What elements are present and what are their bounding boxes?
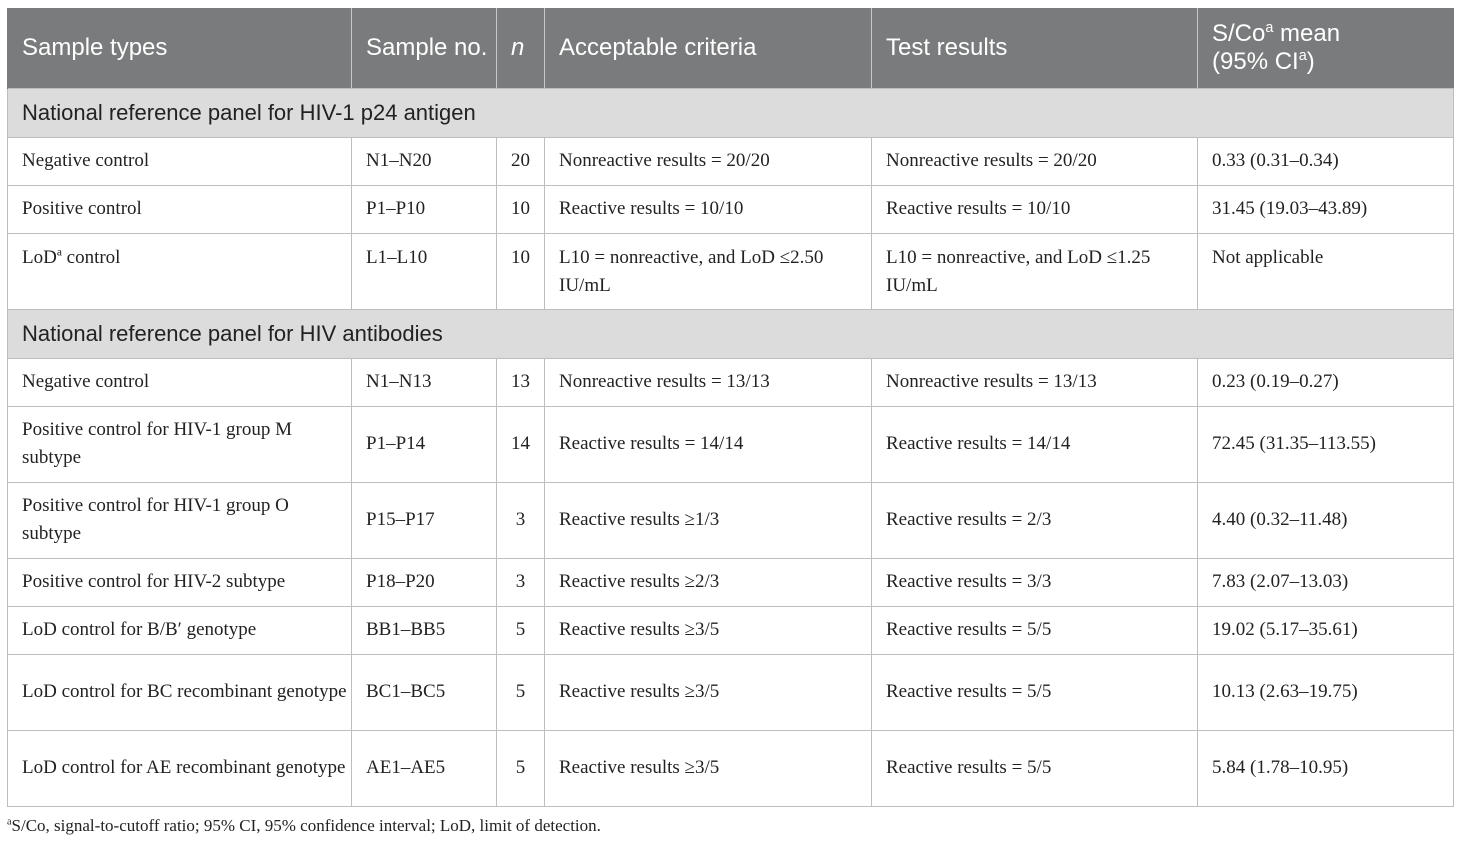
header-sco-suffix: mean	[1273, 19, 1341, 47]
cell-sample-no: N1–N20	[352, 137, 497, 185]
cell-sample-no: BC1–BC5	[352, 654, 497, 730]
cell-sco: 10.13 (2.63–19.75)	[1198, 654, 1454, 730]
cell-sco: Not applicable	[1198, 233, 1454, 309]
cell-n: 3	[497, 482, 545, 558]
section-title: National reference panel for HIV antibodies	[8, 309, 1454, 358]
cell-sco: 72.45 (31.35–113.55)	[1198, 406, 1454, 482]
table-row	[8, 406, 1454, 482]
cell-criteria: Nonreactive results = 13/13	[545, 358, 872, 406]
cell-sample-type: LoD control for AE recombinant genotype	[8, 730, 352, 806]
cell-results: Reactive results = 14/14	[872, 406, 1198, 482]
cell-sco: 5.84 (1.78–10.95)	[1198, 730, 1454, 806]
cell-sample-type: Positive control for HIV-1 group M subtype	[8, 406, 352, 482]
cell-sample-type: Negative control	[8, 137, 352, 185]
cell-sample-no: L1–L10	[352, 233, 497, 309]
header-sample-types: Sample types	[8, 8, 352, 88]
cell-criteria: Reactive results ≥3/5	[545, 606, 872, 654]
cell-results: Nonreactive results = 20/20	[872, 137, 1198, 185]
footnote-mark: a	[7, 816, 12, 828]
section-row-p24	[8, 88, 1454, 137]
footnote-text: S/Co, signal-to-cutoff ratio; 95% CI, 95% confidence interval; LoD, limit of detection.	[11, 816, 601, 835]
cell-results: Reactive results = 2/3	[872, 482, 1198, 558]
cell-criteria: Reactive results = 14/14	[545, 406, 872, 482]
cell-sco: 4.40 (0.32–11.48)	[1198, 482, 1454, 558]
cell-sco: 7.83 (2.07–13.03)	[1198, 558, 1454, 606]
cell-n: 13	[497, 358, 545, 406]
table-row	[8, 606, 1454, 654]
table-header-row	[8, 8, 1454, 88]
cell-sample-no: N1–N13	[352, 358, 497, 406]
cell-criteria: L10 = nonreactive, and LoD ≤2.50 IU/mL	[545, 233, 872, 309]
header-sco-prefix: S/Co	[1212, 19, 1266, 47]
cell-n: 3	[497, 558, 545, 606]
cell-results: Nonreactive results = 13/13	[872, 358, 1198, 406]
cell-n: 5	[497, 606, 545, 654]
table-row	[8, 233, 1454, 309]
cell-sample-type	[8, 233, 352, 309]
cell-sco: 31.45 (19.03–43.89)	[1198, 185, 1454, 233]
cell-n: 14	[497, 406, 545, 482]
cell-n: 10	[497, 233, 545, 309]
section-row-antibodies	[8, 309, 1454, 358]
header-sample-no: Sample no.	[352, 8, 497, 88]
cell-sco: 0.33 (0.31–0.34)	[1198, 137, 1454, 185]
section-title: National reference panel for HIV-1 p24 antigen	[8, 88, 1454, 137]
cell-sample-no: BB1–BB5	[352, 606, 497, 654]
cell-criteria: Reactive results ≥2/3	[545, 558, 872, 606]
cell-sco: 19.02 (5.17–35.61)	[1198, 606, 1454, 654]
header-sco-footnote-mark: a	[1265, 19, 1274, 36]
header-ci-footnote-mark: a	[1298, 47, 1307, 64]
cell-sample-type: Positive control	[8, 185, 352, 233]
header-ci-suffix: )	[1306, 47, 1315, 75]
cell-criteria: Reactive results ≥1/3	[545, 482, 872, 558]
table-row	[8, 730, 1454, 806]
cell-sample-type: LoD control for BC recombinant genotype	[8, 654, 352, 730]
table-row	[8, 185, 1454, 233]
cell-results: Reactive results = 5/5	[872, 730, 1198, 806]
cell-n: 20	[497, 137, 545, 185]
table-row	[8, 482, 1454, 558]
results-table-container	[7, 8, 1453, 807]
cell-sample-type: Positive control for HIV-1 group O subtype	[8, 482, 352, 558]
header-n-label: n	[511, 33, 525, 61]
cell-sample-no: P1–P14	[352, 406, 497, 482]
cell-n: 5	[497, 730, 545, 806]
cell-sample-type-suffix: control	[61, 246, 121, 268]
cell-sample-type: Positive control for HIV-2 subtype	[8, 558, 352, 606]
cell-results: Reactive results = 10/10	[872, 185, 1198, 233]
cell-criteria: Reactive results ≥3/5	[545, 730, 872, 806]
cell-n: 10	[497, 185, 545, 233]
header-ci-prefix: (95% CI	[1212, 47, 1299, 75]
header-acceptable-criteria: Acceptable criteria	[545, 8, 872, 88]
table-footnote	[7, 816, 601, 836]
header-n	[497, 8, 545, 88]
cell-sample-type: Negative control	[8, 358, 352, 406]
results-table	[7, 8, 1454, 807]
table-row	[8, 358, 1454, 406]
cell-sample-no: AE1–AE5	[352, 730, 497, 806]
cell-criteria: Nonreactive results = 20/20	[545, 137, 872, 185]
footnote-mark: a	[56, 246, 62, 259]
cell-criteria: Reactive results = 10/10	[545, 185, 872, 233]
cell-results: Reactive results = 5/5	[872, 606, 1198, 654]
cell-criteria: Reactive results ≥3/5	[545, 654, 872, 730]
cell-sample-no: P15–P17	[352, 482, 497, 558]
cell-results: Reactive results = 5/5	[872, 654, 1198, 730]
table-row	[8, 137, 1454, 185]
header-sco-mean	[1198, 8, 1454, 88]
cell-n: 5	[497, 654, 545, 730]
cell-sample-type: LoD control for B/B′ genotype	[8, 606, 352, 654]
header-test-results: Test results	[872, 8, 1198, 88]
cell-sample-no: P1–P10	[352, 185, 497, 233]
cell-results: L10 = nonreactive, and LoD ≤1.25 IU/mL	[872, 233, 1198, 309]
cell-sco: 0.23 (0.19–0.27)	[1198, 358, 1454, 406]
cell-results: Reactive results = 3/3	[872, 558, 1198, 606]
table-row	[8, 654, 1454, 730]
cell-sample-type-prefix: LoD	[22, 246, 57, 268]
cell-sample-no: P18–P20	[352, 558, 497, 606]
table-row	[8, 558, 1454, 606]
